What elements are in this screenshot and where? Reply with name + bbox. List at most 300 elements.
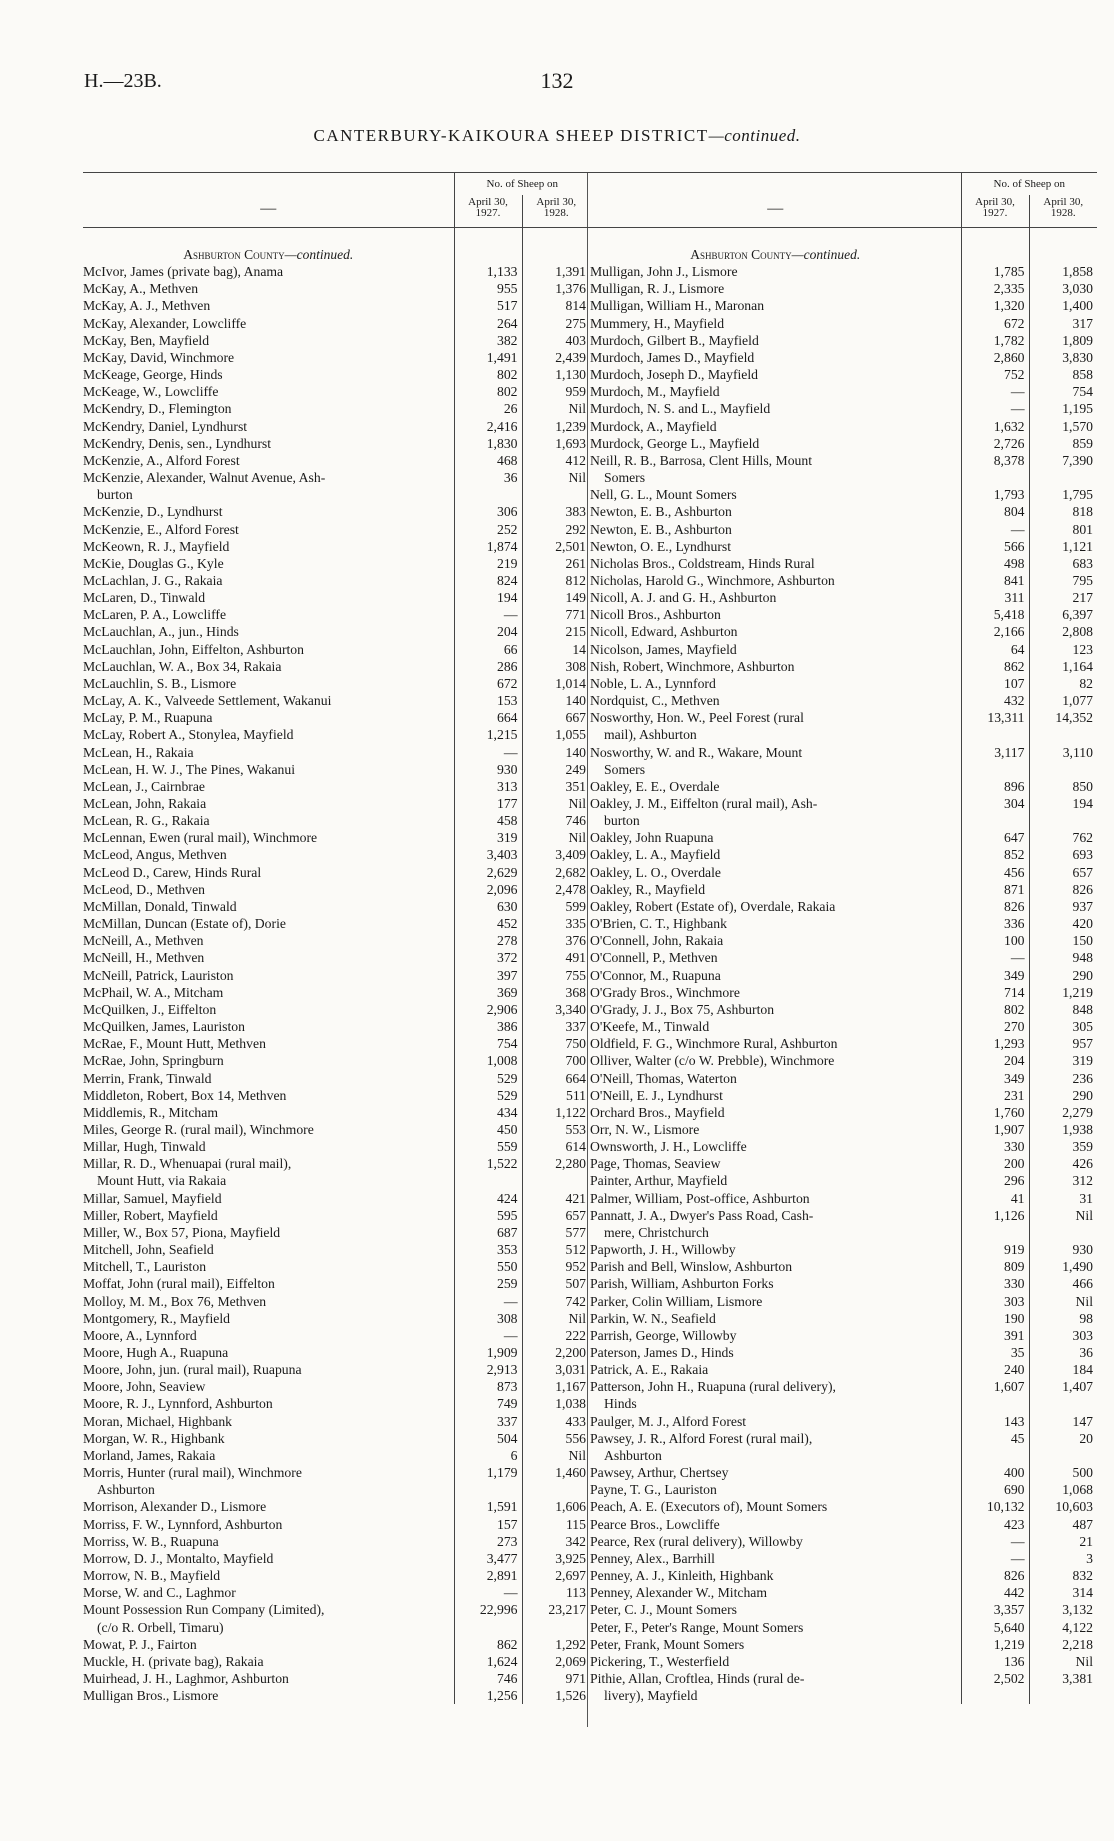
section-header-row bbox=[590, 228, 1097, 264]
owner-name-cell: Peter, Frank, Mount Somers bbox=[590, 1636, 745, 1652]
table-row bbox=[590, 1464, 1097, 1481]
sheep-1928-cell: 937 bbox=[1029, 898, 1097, 915]
sheep-1928-cell: 801 bbox=[1029, 521, 1097, 538]
table-row bbox=[590, 812, 1097, 829]
owner-name-cell: mail), Ashburton bbox=[604, 727, 697, 743]
table-row bbox=[83, 332, 590, 349]
table-row bbox=[83, 400, 590, 417]
sheep-1928-cell: 308 bbox=[522, 658, 590, 675]
owner-name-cell: Neill, R. B., Barrosa, Clent Hills, Mount bbox=[590, 452, 813, 468]
sheep-1927-cell: 672 bbox=[961, 315, 1029, 332]
table-row bbox=[83, 606, 590, 623]
sheep-1927-cell: 369 bbox=[454, 984, 522, 1001]
sheep-1928-cell: 217 bbox=[1029, 589, 1097, 606]
section-title-text: Ashburton County bbox=[183, 247, 285, 262]
sheep-1927-cell: 200 bbox=[961, 1155, 1029, 1172]
sheep-1927-cell: 270 bbox=[961, 1018, 1029, 1035]
sheep-1928-cell: 82 bbox=[1029, 675, 1097, 692]
sheep-1928-cell: 1,606 bbox=[522, 1498, 590, 1515]
owner-name-cell: Mitchell, John, Seafield bbox=[83, 1242, 214, 1258]
sheep-1927-cell: 264 bbox=[454, 315, 522, 332]
table-row bbox=[83, 1413, 590, 1430]
owner-name-cell: McKie, Douglas G., Kyle bbox=[83, 555, 224, 571]
table-row bbox=[590, 1413, 1097, 1430]
sheep-1927-cell: 434 bbox=[454, 1104, 522, 1121]
owner-name-cell: McKay, A. J., Methven bbox=[83, 298, 211, 314]
sheep-1928-cell: 3 bbox=[1029, 1550, 1097, 1567]
owner-name-cell: Mulligan, R. J., Lismore bbox=[590, 281, 725, 297]
sheep-1928-cell: 383 bbox=[522, 503, 590, 520]
sheep-1927-cell bbox=[961, 726, 1029, 743]
owner-name-cell: Mummery, H., Mayfield bbox=[590, 315, 725, 331]
col-b-line2: 1928. bbox=[1050, 207, 1076, 219]
owner-name-cell: Morgan, W. R., Highbank bbox=[83, 1430, 225, 1446]
sheep-1928-cell: 3,381 bbox=[1029, 1670, 1097, 1687]
sheep-1927-cell bbox=[961, 761, 1029, 778]
owner-name-cell: Mulligan, William H., Maronan bbox=[590, 298, 765, 314]
owner-name-cell: O'Connell, John, Rakaia bbox=[590, 933, 724, 949]
sheep-1927-cell: 2,891 bbox=[454, 1567, 522, 1584]
sheep-1927-cell: 1,179 bbox=[454, 1464, 522, 1481]
sheep-1927-cell: 862 bbox=[961, 658, 1029, 675]
table-row bbox=[83, 1464, 590, 1481]
table-row bbox=[590, 915, 1097, 932]
sheep-1927-cell: 259 bbox=[454, 1275, 522, 1292]
table-row bbox=[590, 984, 1097, 1001]
owner-name-cell: Ashburton bbox=[604, 1447, 662, 1463]
owner-name-cell: Mount Hutt, via Rakaia bbox=[97, 1173, 227, 1189]
sheep-1927-cell: 1,793 bbox=[961, 486, 1029, 503]
sheep-1927-cell: 664 bbox=[454, 709, 522, 726]
sheep-1928-cell: 3,110 bbox=[1029, 744, 1097, 761]
sheep-1928-cell: 491 bbox=[522, 949, 590, 966]
sheep-1928-cell: 500 bbox=[1029, 1464, 1097, 1481]
sheep-1927-cell: — bbox=[961, 400, 1029, 417]
sheep-1927-cell: 826 bbox=[961, 1567, 1029, 1584]
table-row bbox=[590, 1275, 1097, 1292]
table-row bbox=[83, 1687, 590, 1704]
table-row bbox=[590, 641, 1097, 658]
table-row bbox=[590, 1190, 1097, 1207]
sheep-1927-cell: 372 bbox=[454, 949, 522, 966]
sheep-1928-cell bbox=[1029, 812, 1097, 829]
owner-name-cell: Oakley, John Ruapuna bbox=[590, 830, 714, 846]
sheep-1928-cell: 466 bbox=[1029, 1275, 1097, 1292]
sheep-1927-cell: 336 bbox=[961, 915, 1029, 932]
table-row bbox=[83, 435, 590, 452]
table-row bbox=[83, 263, 590, 280]
table-row bbox=[83, 692, 590, 709]
sheep-1928-cell: 848 bbox=[1029, 1001, 1097, 1018]
owner-name-cell: Nicholas, Harold G., Winchmore, Ashburton bbox=[590, 572, 835, 588]
sheep-1928-cell: 2,808 bbox=[1029, 623, 1097, 640]
sheep-1928-cell: 14,352 bbox=[1029, 709, 1097, 726]
table-row bbox=[590, 1619, 1097, 1636]
sheep-1928-cell: 664 bbox=[522, 1070, 590, 1087]
owner-name-cell: Payne, T. G., Lauriston bbox=[590, 1482, 717, 1498]
sheep-1927-cell: 13,311 bbox=[961, 709, 1029, 726]
sheep-1928-cell: 755 bbox=[522, 967, 590, 984]
sheep-count-group-header: No. of Sheep on bbox=[454, 173, 590, 196]
owner-name-cell: Hinds bbox=[604, 1396, 637, 1412]
sheep-1927-cell: 1,760 bbox=[961, 1104, 1029, 1121]
owner-name-cell: Parker, Colin William, Lismore bbox=[590, 1293, 763, 1309]
sheep-1927-cell: 278 bbox=[454, 932, 522, 949]
sheep-1928-cell: 2,218 bbox=[1029, 1636, 1097, 1653]
table-row bbox=[83, 1310, 590, 1327]
sheep-1927-cell: 41 bbox=[961, 1190, 1029, 1207]
table-row bbox=[83, 1601, 590, 1618]
table-row bbox=[590, 1138, 1097, 1155]
owner-name-cell: Parish, William, Ashburton Forks bbox=[590, 1276, 774, 1292]
sheep-1928-cell: 149 bbox=[522, 589, 590, 606]
table-row bbox=[83, 1207, 590, 1224]
sheep-1928-cell: Nil bbox=[522, 1310, 590, 1327]
table-row bbox=[590, 932, 1097, 949]
owner-name-cell: McIvor, James (private bag), Anama bbox=[83, 264, 284, 280]
table-row bbox=[590, 1601, 1097, 1618]
table-row bbox=[83, 1344, 590, 1361]
sheep-1927-cell: 1,219 bbox=[961, 1636, 1029, 1653]
sheep-1927-cell: 690 bbox=[961, 1481, 1029, 1498]
column-header-1927 bbox=[961, 195, 1029, 228]
table-row bbox=[83, 744, 590, 761]
sheep-1928-cell: 275 bbox=[522, 315, 590, 332]
table-row bbox=[590, 538, 1097, 555]
table-row bbox=[83, 949, 590, 966]
sheep-1927-cell: 714 bbox=[961, 984, 1029, 1001]
sheep-1927-cell bbox=[961, 1395, 1029, 1412]
section-title-suffix: —continued. bbox=[791, 247, 861, 262]
owner-name-cell: McLean, H., Rakaia bbox=[83, 744, 194, 760]
sheep-1928-cell: 36 bbox=[1029, 1344, 1097, 1361]
owner-name-cell: McLean, H. W. J., The Pines, Wakanui bbox=[83, 761, 296, 777]
owner-name-cell: Millar, R. D., Whenuapai (rural mail), bbox=[83, 1156, 292, 1172]
owner-name-cell: Painter, Arthur, Mayfield bbox=[590, 1173, 728, 1189]
table-row bbox=[83, 1087, 590, 1104]
table-row bbox=[83, 297, 590, 314]
sheep-1928-cell: 1,219 bbox=[1029, 984, 1097, 1001]
sheep-1928-cell: 3,132 bbox=[1029, 1601, 1097, 1618]
owner-name-cell: Penney, Alexander W., Mitcham bbox=[590, 1585, 768, 1601]
sheep-1928-cell: 31 bbox=[1029, 1190, 1097, 1207]
table-row bbox=[590, 452, 1097, 469]
owner-name-cell: McKay, A., Methven bbox=[83, 281, 199, 297]
sheep-1928-cell: 305 bbox=[1029, 1018, 1097, 1035]
sheep-1927-cell: 1,293 bbox=[961, 1035, 1029, 1052]
owner-name-cell: Murdock, A., Mayfield bbox=[590, 418, 717, 434]
owner-name-cell: Paterson, James D., Hinds bbox=[590, 1345, 734, 1360]
owner-name-cell: Millar, Samuel, Mayfield bbox=[83, 1190, 222, 1206]
table-row bbox=[590, 1327, 1097, 1344]
sheep-1928-cell: 657 bbox=[1029, 864, 1097, 881]
sheep-1927-cell: 1,607 bbox=[961, 1378, 1029, 1395]
sheep-1927-cell: 871 bbox=[961, 881, 1029, 898]
sheep-1927-cell: 687 bbox=[454, 1224, 522, 1241]
sheep-1928-cell: Nil bbox=[522, 829, 590, 846]
owner-name-cell: McLauchlan, John, Eiffelton, Ashburton bbox=[83, 641, 304, 657]
table-row bbox=[590, 521, 1097, 538]
sheep-1928-cell: 959 bbox=[522, 383, 590, 400]
owner-name-cell: Patrick, A. E., Rakaia bbox=[590, 1362, 709, 1378]
sheep-1928-cell bbox=[522, 1619, 590, 1636]
table-row bbox=[590, 709, 1097, 726]
sheep-1928-cell: 368 bbox=[522, 984, 590, 1001]
owner-name-cell: McLean, John, Rakaia bbox=[83, 796, 207, 811]
sheep-1927-cell bbox=[961, 1687, 1029, 1704]
sheep-1927-cell: 136 bbox=[961, 1653, 1029, 1670]
sheep-1928-cell: 184 bbox=[1029, 1361, 1097, 1378]
owner-name-cell: Papworth, J. H., Willowby bbox=[590, 1242, 736, 1258]
owner-name-cell: Pearce Bros., Lowcliffe bbox=[590, 1516, 720, 1532]
sheep-1927-cell: 752 bbox=[961, 366, 1029, 383]
owner-name-cell: McQuilken, J., Eiffelton bbox=[83, 1001, 217, 1017]
empty-cell bbox=[454, 228, 522, 264]
table-row bbox=[83, 1224, 590, 1241]
table-row bbox=[83, 1533, 590, 1550]
sheep-1927-cell: 1,133 bbox=[454, 263, 522, 280]
table-row bbox=[83, 915, 590, 932]
sheep-1928-cell: 314 bbox=[1029, 1584, 1097, 1601]
sheep-1928-cell: 2,069 bbox=[522, 1653, 590, 1670]
sheep-1927-cell: 1,522 bbox=[454, 1155, 522, 1172]
sheep-table-right bbox=[590, 172, 1097, 1704]
table-row bbox=[83, 366, 590, 383]
name-column-header: — bbox=[83, 195, 454, 228]
sheep-1928-cell: 1,400 bbox=[1029, 297, 1097, 314]
table-row bbox=[83, 1447, 590, 1464]
sheep-1928-cell: 21 bbox=[1029, 1533, 1097, 1550]
table-row bbox=[83, 1172, 590, 1189]
owner-name-cell: Murdoch, Joseph D., Mayfield bbox=[590, 367, 759, 383]
left-table-body bbox=[83, 228, 590, 1705]
sheep-1927-cell: 1,632 bbox=[961, 418, 1029, 435]
sheep-1928-cell: 359 bbox=[1029, 1138, 1097, 1155]
table-row bbox=[83, 1498, 590, 1515]
table-row bbox=[590, 1052, 1097, 1069]
owner-name-cell: Nish, Robert, Winchmore, Ashburton bbox=[590, 658, 795, 674]
sheep-1928-cell: 3,925 bbox=[522, 1550, 590, 1567]
table-row bbox=[590, 1498, 1097, 1515]
owner-name-cell: McKay, Alexander, Lowcliffe bbox=[83, 315, 247, 331]
sheep-1927-cell: 100 bbox=[961, 932, 1029, 949]
sheep-1928-cell: 342 bbox=[522, 1533, 590, 1550]
page-title bbox=[0, 126, 1114, 146]
sheep-1927-cell: 432 bbox=[961, 692, 1029, 709]
table-row bbox=[590, 1224, 1097, 1241]
sheep-1928-cell: 1,055 bbox=[522, 726, 590, 743]
sheep-1927-cell: 349 bbox=[961, 1070, 1029, 1087]
owner-name-cell: Morrow, D. J., Montalto, Mayfield bbox=[83, 1550, 274, 1566]
table-row bbox=[83, 1567, 590, 1584]
sheep-1928-cell bbox=[522, 1172, 590, 1189]
sheep-1927-cell: 746 bbox=[454, 1670, 522, 1687]
sheep-1928-cell: 826 bbox=[1029, 881, 1097, 898]
sheep-1927-cell: 6 bbox=[454, 1447, 522, 1464]
owner-name-cell: McLaren, D., Tinwald bbox=[83, 590, 206, 606]
owner-name-cell: Morse, W. and C., Laghmor bbox=[83, 1585, 236, 1601]
table-row bbox=[590, 1481, 1097, 1498]
owner-name-cell: McMillan, Duncan (Estate of), Dorie bbox=[83, 916, 286, 932]
sheep-1928-cell: 746 bbox=[522, 812, 590, 829]
sheep-1928-cell: 1,693 bbox=[522, 435, 590, 452]
sheep-1927-cell: — bbox=[454, 1584, 522, 1601]
table-row bbox=[590, 1293, 1097, 1310]
table-row bbox=[83, 675, 590, 692]
table-row bbox=[590, 503, 1097, 520]
sheep-1927-cell: 391 bbox=[961, 1327, 1029, 1344]
table-row bbox=[590, 1018, 1097, 1035]
sheep-1928-cell: 2,478 bbox=[522, 881, 590, 898]
sheep-1927-cell bbox=[454, 1481, 522, 1498]
table-row bbox=[83, 1395, 590, 1412]
table-row bbox=[83, 452, 590, 469]
owner-name-cell: McLay, Robert A., Stonylea, Mayfield bbox=[83, 727, 294, 743]
sheep-1927-cell: 286 bbox=[454, 658, 522, 675]
sheep-1928-cell: 2,200 bbox=[522, 1344, 590, 1361]
sheep-1927-cell: 1,256 bbox=[454, 1687, 522, 1704]
table-row bbox=[590, 778, 1097, 795]
sheep-1928-cell: 2,697 bbox=[522, 1567, 590, 1584]
name-column-header-top bbox=[590, 173, 961, 196]
owner-name-cell: Moore, John, Seaview bbox=[83, 1379, 206, 1395]
owner-name-cell: McLean, R. G., Rakaia bbox=[83, 813, 210, 829]
table-row bbox=[83, 641, 590, 658]
owner-name-cell: Paulger, M. J., Alford Forest bbox=[590, 1413, 747, 1429]
column-header-1927 bbox=[454, 195, 522, 228]
sheep-1928-cell: 971 bbox=[522, 1670, 590, 1687]
section-title-text: Ashburton County bbox=[690, 247, 792, 262]
owner-name-cell: McLeod, D., Methven bbox=[83, 881, 206, 897]
table-row bbox=[590, 1121, 1097, 1138]
table-row bbox=[590, 1001, 1097, 1018]
sheep-1927-cell: 2,166 bbox=[961, 623, 1029, 640]
sheep-1928-cell bbox=[522, 1481, 590, 1498]
sheep-1928-cell: 3,030 bbox=[1029, 280, 1097, 297]
table-row bbox=[590, 744, 1097, 761]
sheep-1927-cell: 852 bbox=[961, 846, 1029, 863]
column-header-1928 bbox=[1029, 195, 1097, 228]
owner-name-cell: Moran, Michael, Highbank bbox=[83, 1413, 233, 1429]
owner-name-cell: Miller, Robert, Mayfield bbox=[83, 1207, 218, 1223]
owner-name-cell: Patterson, John H., Ruapuna (rural delivery), bbox=[590, 1379, 836, 1395]
owner-name-cell: Moore, John, jun. (rural mail), Ruapuna bbox=[83, 1362, 302, 1378]
table-row bbox=[83, 812, 590, 829]
table-row bbox=[590, 864, 1097, 881]
sheep-1927-cell: 2,096 bbox=[454, 881, 522, 898]
owner-name-cell: Moore, R. J., Lynnford, Ashburton bbox=[83, 1396, 273, 1412]
sheep-1928-cell: 812 bbox=[522, 572, 590, 589]
owner-name-cell: McLean, J., Cairnbrae bbox=[83, 778, 205, 794]
sheep-1928-cell: 750 bbox=[522, 1035, 590, 1052]
table-row bbox=[590, 1207, 1097, 1224]
sheep-1927-cell: 1,126 bbox=[961, 1207, 1029, 1224]
sheep-1927-cell: 296 bbox=[961, 1172, 1029, 1189]
table-row bbox=[83, 1430, 590, 1447]
table-row bbox=[590, 366, 1097, 383]
table-row bbox=[83, 1361, 590, 1378]
sheep-1927-cell: 559 bbox=[454, 1138, 522, 1155]
sheep-1927-cell: 386 bbox=[454, 1018, 522, 1035]
sheep-1927-cell: 308 bbox=[454, 1310, 522, 1327]
sheep-1927-cell: 2,906 bbox=[454, 1001, 522, 1018]
table-row bbox=[83, 881, 590, 898]
sheep-1928-cell: 150 bbox=[1029, 932, 1097, 949]
owner-name-cell: Molloy, M. M., Box 76, Methven bbox=[83, 1293, 267, 1309]
section-title bbox=[83, 228, 454, 264]
sheep-1927-cell bbox=[454, 486, 522, 503]
sheep-1927-cell: 306 bbox=[454, 503, 522, 520]
sheep-1928-cell: 14 bbox=[522, 641, 590, 658]
owner-name-cell: McMillan, Donald, Tinwald bbox=[83, 898, 237, 914]
sheep-1928-cell: 2,439 bbox=[522, 349, 590, 366]
table-row bbox=[83, 1378, 590, 1395]
sheep-1928-cell: 693 bbox=[1029, 846, 1097, 863]
owner-name-cell: O'Connell, P., Methven bbox=[590, 950, 718, 966]
sheep-1928-cell bbox=[1029, 1687, 1097, 1704]
sheep-1928-cell: 614 bbox=[522, 1138, 590, 1155]
owner-name-cell: Pearce, Rex (rural delivery), Willowby bbox=[590, 1533, 803, 1549]
owner-name-cell: Miller, W., Box 57, Piona, Mayfield bbox=[83, 1224, 281, 1240]
table-row bbox=[83, 1636, 590, 1653]
col-a-line1: April 30, bbox=[468, 196, 508, 208]
table-row bbox=[83, 1584, 590, 1601]
table-row bbox=[83, 589, 590, 606]
owner-name-cell: Montgomery, R., Mayfield bbox=[83, 1310, 230, 1326]
owner-name-cell: Morrison, Alexander D., Lismore bbox=[83, 1499, 267, 1515]
sheep-1928-cell: 403 bbox=[522, 332, 590, 349]
sheep-1927-cell: 1,909 bbox=[454, 1344, 522, 1361]
sheep-1928-cell: 771 bbox=[522, 606, 590, 623]
title-text: CANTERBURY-KAIKOURA SHEEP DISTRICT bbox=[313, 126, 709, 145]
sheep-1928-cell: 814 bbox=[522, 297, 590, 314]
owner-name-cell: Mowat, P. J., Fairton bbox=[83, 1636, 197, 1652]
table-row bbox=[83, 1327, 590, 1344]
owner-name-cell: Pannatt, J. A., Dwyer's Pass Road, Cash- bbox=[590, 1207, 814, 1223]
sheep-1927-cell: — bbox=[961, 949, 1029, 966]
table-row bbox=[590, 315, 1097, 332]
sheep-1927-cell: 204 bbox=[454, 623, 522, 640]
table-row bbox=[83, 383, 590, 400]
owner-name-cell: McLennan, Ewen (rural mail), Winchmore bbox=[83, 830, 318, 846]
right-table-body bbox=[590, 228, 1097, 1705]
sheep-1927-cell: 273 bbox=[454, 1533, 522, 1550]
owner-name-cell: Moore, Hugh A., Ruapuna bbox=[83, 1345, 229, 1360]
owner-name-cell: Parkin, W. N., Seafield bbox=[590, 1310, 716, 1326]
owner-name-cell: Parrish, George, Willowby bbox=[590, 1327, 737, 1343]
table-row bbox=[83, 503, 590, 520]
sheep-1928-cell: 1,407 bbox=[1029, 1378, 1097, 1395]
owner-name-cell: Miles, George R. (rural mail), Winchmore bbox=[83, 1121, 314, 1137]
sheep-1927-cell: 311 bbox=[961, 589, 1029, 606]
owner-name-cell: Penney, A. J., Kinleith, Highbank bbox=[590, 1568, 774, 1584]
table-row bbox=[590, 881, 1097, 898]
owner-name-cell: Muckle, H. (private bag), Rakaia bbox=[83, 1653, 264, 1669]
sheep-1927-cell: 754 bbox=[454, 1035, 522, 1052]
sheep-1927-cell: 804 bbox=[961, 503, 1029, 520]
owner-name-cell: McLauchlan, A., jun., Hinds bbox=[83, 624, 239, 640]
sheep-1927-cell: 862 bbox=[454, 1636, 522, 1653]
sheep-1927-cell: 303 bbox=[961, 1293, 1029, 1310]
table-row bbox=[83, 1670, 590, 1687]
sheep-1927-cell: 595 bbox=[454, 1207, 522, 1224]
owner-name-cell: Mulligan, John J., Lismore bbox=[590, 264, 738, 280]
sheep-1927-cell: 1,624 bbox=[454, 1653, 522, 1670]
sheep-1928-cell: 1,077 bbox=[1029, 692, 1097, 709]
sheep-1927-cell: 3,117 bbox=[961, 744, 1029, 761]
sheep-1928-cell: 2,280 bbox=[522, 1155, 590, 1172]
sheep-1927-cell: 802 bbox=[454, 366, 522, 383]
